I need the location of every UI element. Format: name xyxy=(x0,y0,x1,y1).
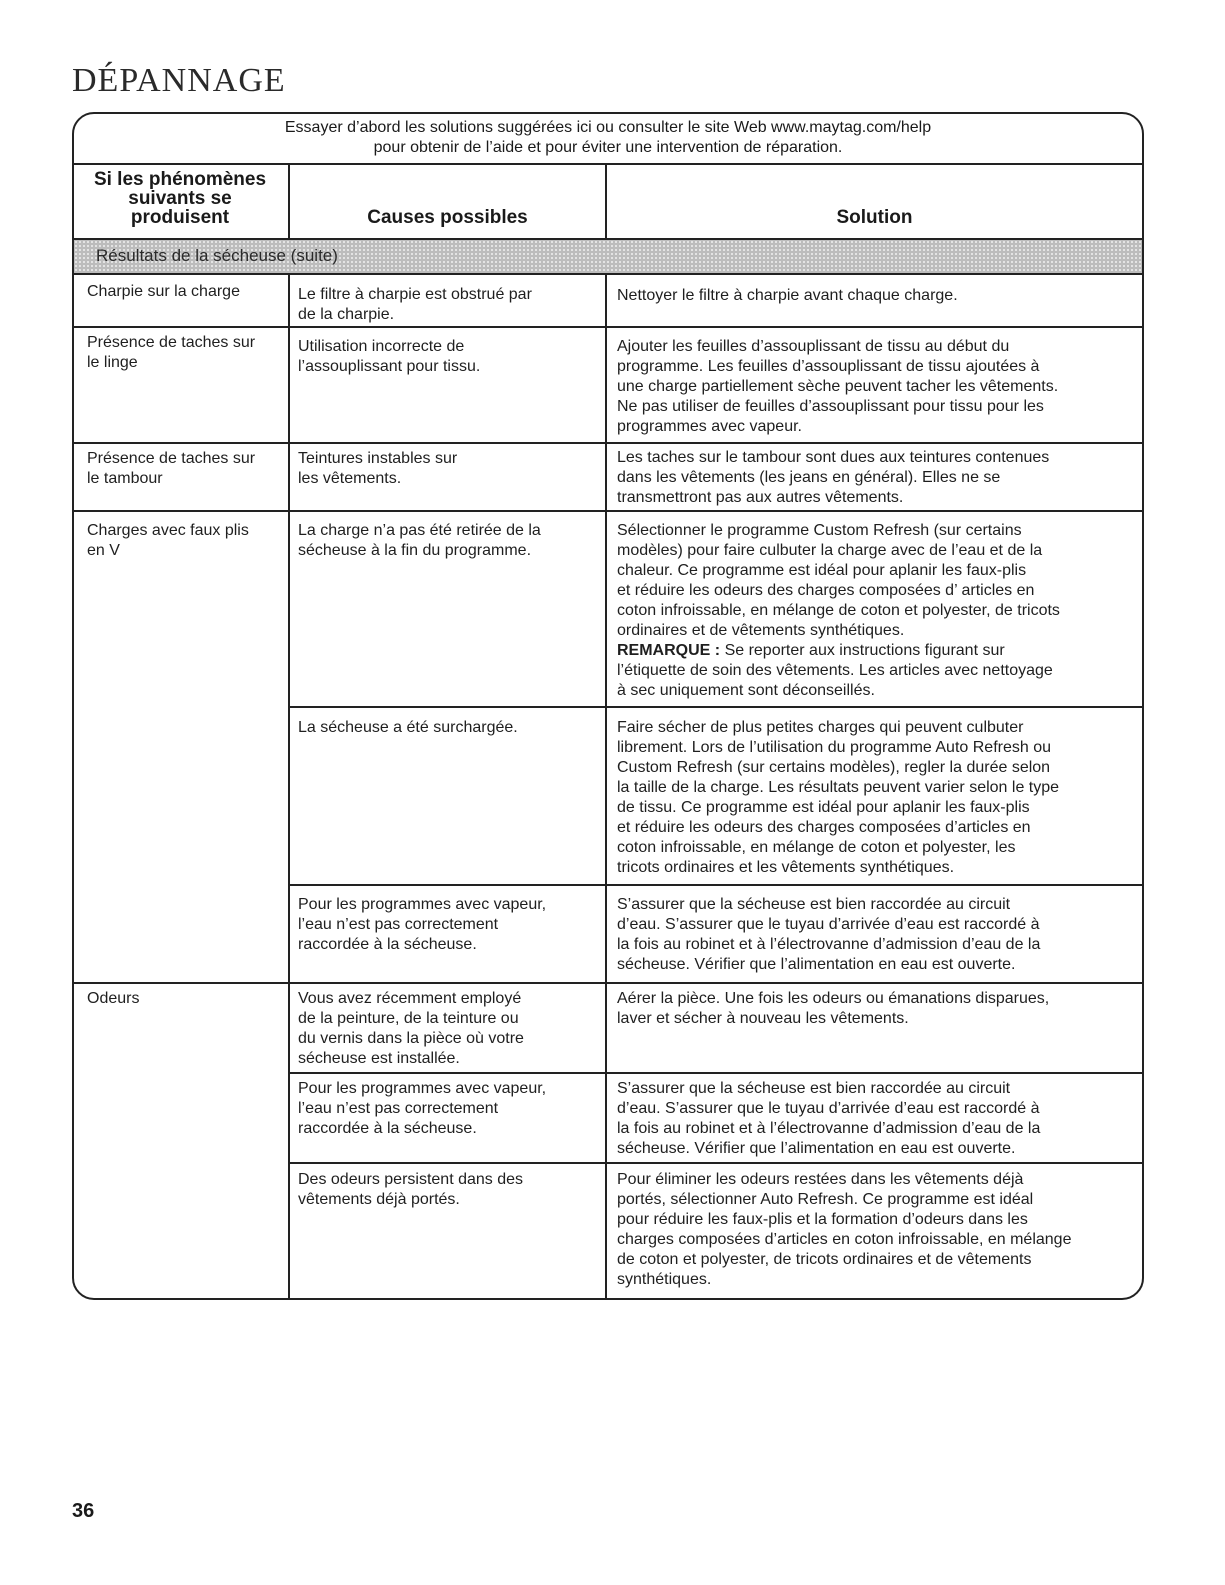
row-divider xyxy=(289,1072,1142,1074)
cell-line: une charge partiellement sèche peuvent tacher les vêtements. xyxy=(617,378,1059,395)
solution-cell xyxy=(617,521,1137,701)
cell-line: l’eau n’est pas correctement xyxy=(298,916,499,933)
solution-cell xyxy=(617,337,1137,437)
header-causes: Causes possibles xyxy=(367,207,528,228)
header-line: produisent xyxy=(130,207,230,228)
header-problem xyxy=(80,170,280,227)
problem-cell xyxy=(87,521,282,561)
cell-line: charges composées d’articles en coton infroissable, en mélange xyxy=(617,1231,1072,1248)
solution-cell xyxy=(617,718,1137,878)
cell-line: pour réduire les faux-plis et la formation d’odeurs dans les xyxy=(617,1211,1028,1228)
cell-line: raccordée à la sécheuse. xyxy=(298,1120,477,1137)
cause-cell xyxy=(298,989,598,1069)
cell-line: Ajouter les feuilles d’assouplissant de tissu au début du xyxy=(617,338,1010,355)
cell-line: et réduire les odeurs des charges composées d’ articles en xyxy=(617,582,1035,599)
row-divider xyxy=(289,884,1142,886)
cell-line: modèles) pour faire culbuter la charge avec de l’eau et de la xyxy=(617,542,1043,559)
cell-line: Vous avez récemment employé xyxy=(298,990,522,1007)
cell-line: chaleur. Ce programme est idéal pour aplanir les faux-plis xyxy=(617,562,1027,579)
cell-line: Ne pas utiliser de feuilles d’assouplissant pour tissu pour les xyxy=(617,398,1044,415)
cell-line: portés, sélectionner Auto Refresh. Ce programme est idéal xyxy=(617,1191,1034,1208)
problem-cell xyxy=(87,333,282,373)
solution-cell xyxy=(617,286,1137,306)
cell-line: Sélectionner le programme Custom Refresh (sur certains xyxy=(617,522,1022,539)
cell-line: d’eau. S’assurer que le tuyau d’arrivée d’eau est raccordé à xyxy=(617,916,1040,933)
row-divider xyxy=(289,1162,1142,1164)
column-divider xyxy=(288,163,290,240)
cell-line: Charpie sur la charge xyxy=(87,283,240,300)
cell-line: tricots ordinaires et les vêtements synthétiques. xyxy=(617,859,955,876)
intro-line: Essayer d’abord les solutions suggérées ici ou consulter le site Web www.maytag.com/help xyxy=(284,119,932,136)
header-solution: Solution xyxy=(836,207,913,228)
solution-cell xyxy=(617,1079,1137,1159)
page-title: DÉPANNAGE xyxy=(72,62,286,99)
cell-line: les vêtements. xyxy=(298,470,402,487)
cell-line: Odeurs xyxy=(87,990,140,1007)
cell-line: vêtements déjà portés. xyxy=(298,1191,460,1208)
cause-cell xyxy=(298,285,598,325)
row-divider xyxy=(74,163,1142,165)
cause-cell xyxy=(298,521,598,561)
intro-text xyxy=(74,118,1142,158)
cell-line: laver et sécher à nouveau les vêtements. xyxy=(617,1010,909,1027)
section-label: Résultats de la sécheuse (suite) xyxy=(96,246,338,265)
column-divider xyxy=(288,273,290,1298)
solution-cell xyxy=(617,895,1137,975)
cell-line: Nettoyer le filtre à charpie avant chaque charge. xyxy=(617,287,958,304)
cell-line: S’assurer que la sécheuse est bien raccordée au circuit xyxy=(617,896,1011,913)
cell-line: en V xyxy=(87,542,120,559)
cell-line: de la charpie. xyxy=(298,306,395,323)
cell-line: Faire sécher de plus petites charges qui peuvent culbuter xyxy=(617,719,1024,736)
cell-line: le linge xyxy=(87,354,138,371)
row-divider xyxy=(74,982,1142,984)
cell-line: le tambour xyxy=(87,470,163,487)
cell-line: coton infroissable, en mélange de coton et polyester, de tricots xyxy=(617,602,1060,619)
cell-line: Présence de taches sur xyxy=(87,334,256,351)
problem-cell xyxy=(87,449,282,489)
cell-line: de coton et polyester, de tricots ordinaires et de vêtements xyxy=(617,1251,1032,1268)
row-divider xyxy=(289,706,1142,708)
cell-line: l’assouplissant pour tissu. xyxy=(298,358,481,375)
page-number: 36 xyxy=(72,1500,95,1522)
cell-line: ordinaires et de vêtements synthétiques. xyxy=(617,622,905,639)
cell-line: programmes avec vapeur. xyxy=(617,418,802,435)
row-divider xyxy=(74,326,1142,328)
cell-line: la fois au robinet et à l’électrovanne d’admission d’eau de la xyxy=(617,936,1041,953)
cell-line: transmettront pas aux autres vêtements. xyxy=(617,489,904,506)
cell-line: Pour les programmes avec vapeur, xyxy=(298,1080,547,1097)
cause-cell xyxy=(298,449,598,489)
cell-line: Utilisation incorrecte de xyxy=(298,338,465,355)
note-line xyxy=(617,641,1137,661)
cell-line: Pour éliminer les odeurs restées dans les vêtements déjà xyxy=(617,1171,1024,1188)
cell-line: Présence de taches sur xyxy=(87,450,256,467)
cell-line: synthétiques. xyxy=(617,1271,712,1288)
cell-line: Aérer la pièce. Une fois les odeurs ou émanations disparues, xyxy=(617,990,1050,1007)
cell-line: du vernis dans la pièce où votre xyxy=(298,1030,524,1047)
cell-line: librement. Lors de l’utilisation du programme Auto Refresh ou xyxy=(617,739,1051,756)
cell-line: Les taches sur le tambour sont dues aux teintures contenues xyxy=(617,449,1050,466)
cell-line: Charges avec faux plis xyxy=(87,522,249,539)
solution-cell xyxy=(617,1170,1137,1290)
intro-line: pour obtenir de l’aide et pour éviter une intervention de réparation. xyxy=(373,139,843,156)
solution-cell xyxy=(617,989,1137,1029)
cell-line: Custom Refresh (sur certains modèles), regler la durée selon xyxy=(617,759,1051,776)
cell-line: coton infroissable, en mélange de coton et polyester, les xyxy=(617,839,1016,856)
cell-line: La charge n’a pas été retirée de la xyxy=(298,522,541,539)
cell-line: S’assurer que la sécheuse est bien raccordée au circuit xyxy=(617,1080,1011,1097)
cell-line: sécheuse est installée. xyxy=(298,1050,460,1067)
note-label: REMARQUE : xyxy=(617,642,721,659)
cause-cell xyxy=(298,718,598,738)
cause-cell xyxy=(298,1170,598,1210)
cell-line: l’étiquette de soin des vêtements. Les articles avec nettoyage xyxy=(617,662,1053,679)
cause-cell xyxy=(298,895,598,955)
cell-line: Teintures instables sur xyxy=(298,450,458,467)
problem-cell xyxy=(87,282,282,302)
cell-line: l’eau n’est pas correctement xyxy=(298,1100,499,1117)
problem-cell xyxy=(87,989,282,1009)
column-divider xyxy=(605,273,607,1298)
cell-line: Le filtre à charpie est obstrué par xyxy=(298,286,532,303)
cell-line: la fois au robinet et à l’électrovanne d’admission d’eau de la xyxy=(617,1120,1041,1137)
header-line: Si les phénomènes xyxy=(93,169,267,190)
header-line: suivants se xyxy=(128,188,232,209)
cause-cell xyxy=(298,1079,598,1139)
cell-line: d’eau. S’assurer que le tuyau d’arrivée d’eau est raccordé à xyxy=(617,1100,1040,1117)
cause-cell xyxy=(298,337,598,377)
cell-line: Des odeurs persistent dans des xyxy=(298,1171,524,1188)
row-divider xyxy=(74,273,1142,275)
column-divider xyxy=(605,163,607,240)
cell-line: sécheuse à la fin du programme. xyxy=(298,542,532,559)
row-divider xyxy=(74,510,1142,512)
cell-line: de la peinture, de la teinture ou xyxy=(298,1010,519,1027)
cell-line: sécheuse. Vérifier que l’alimentation en eau est ouverte. xyxy=(617,956,1016,973)
cell-line: sécheuse. Vérifier que l’alimentation en eau est ouverte. xyxy=(617,1140,1016,1157)
cell-line: la taille de la charge. Les résultats peuvent varier selon le type xyxy=(617,779,1060,796)
note-text: Se reporter aux instructions figurant sur xyxy=(724,642,1005,659)
cell-line: La sécheuse a été surchargée. xyxy=(298,719,518,736)
cell-line: raccordée à la sécheuse. xyxy=(298,936,477,953)
cell-line: de tissu. Ce programme est idéal pour aplanir les faux-plis xyxy=(617,799,1030,816)
solution-cell xyxy=(617,448,1137,508)
row-divider xyxy=(74,442,1142,444)
cell-line: et réduire les odeurs des charges composées d’articles en xyxy=(617,819,1031,836)
cell-line: à sec uniquement sont déconseillés. xyxy=(617,682,875,699)
cell-line: programme. Les feuilles d’assouplissant de tissu ajoutées à xyxy=(617,358,1040,375)
cell-line: Pour les programmes avec vapeur, xyxy=(298,896,547,913)
cell-line: dans les vêtements (les jeans en général). Elles ne se xyxy=(617,469,1001,486)
